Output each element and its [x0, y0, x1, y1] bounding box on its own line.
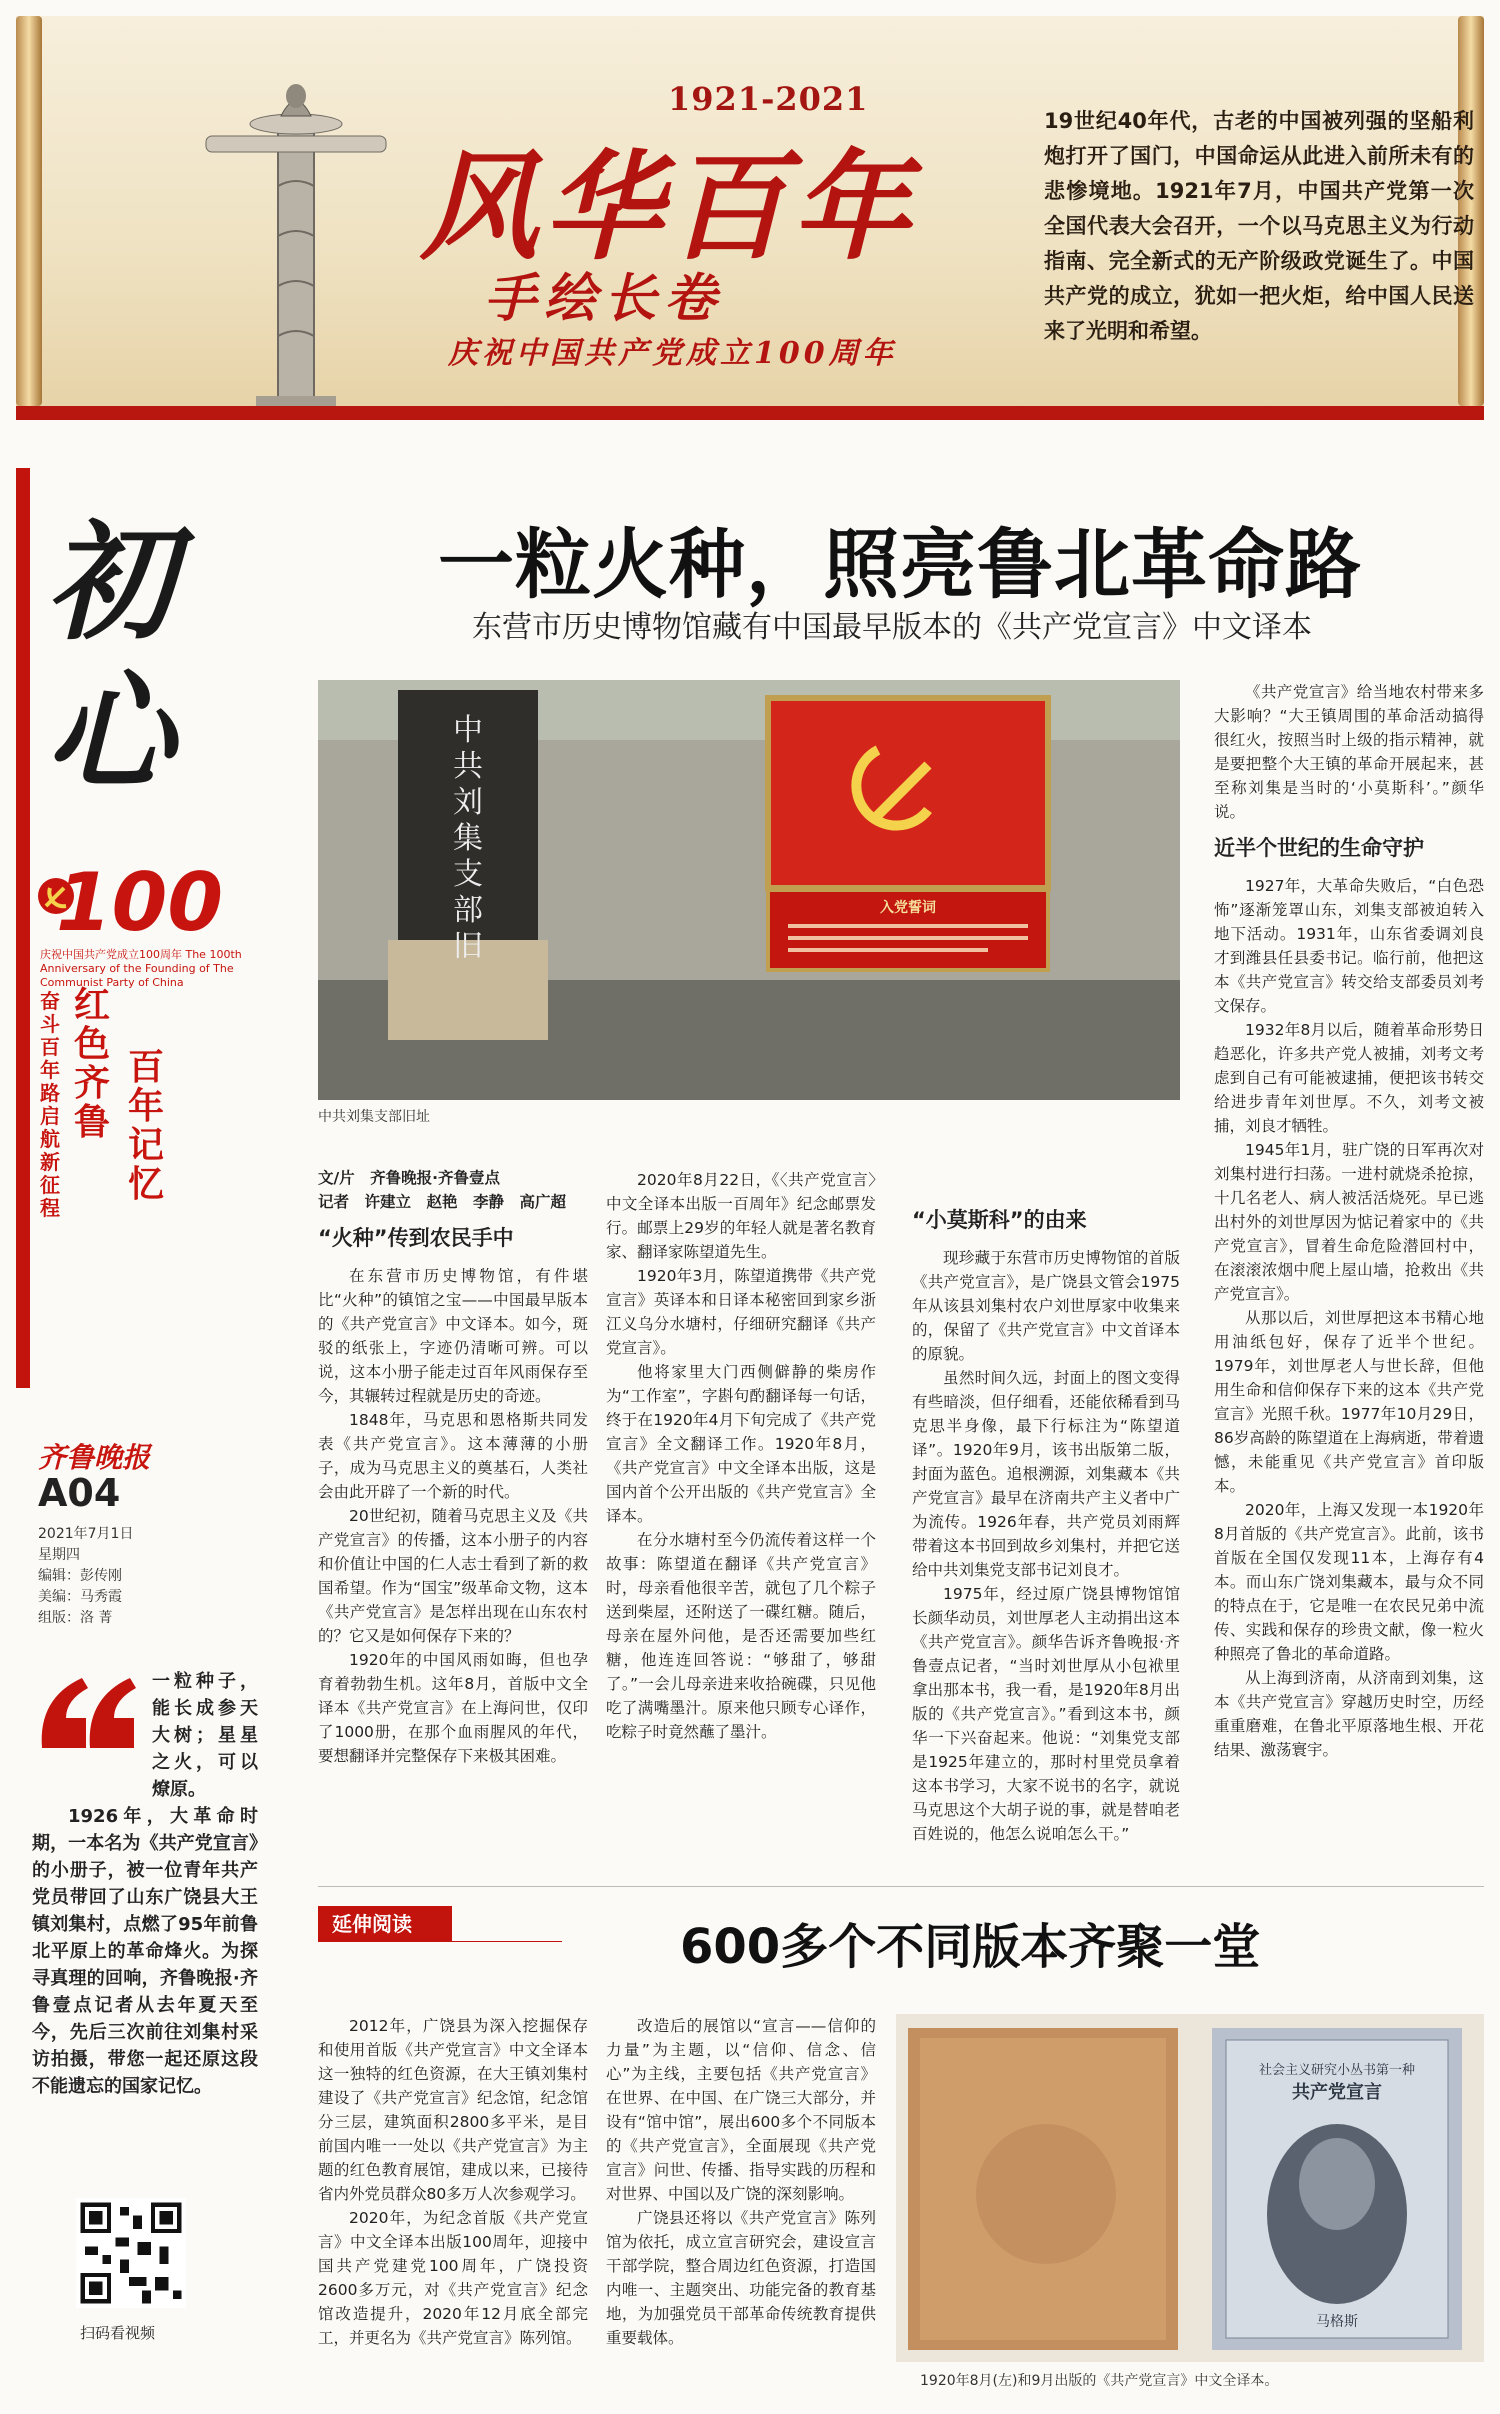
slogan-small: 奋斗百年路 启航新征程 — [40, 989, 60, 1220]
newspaper-name: 齐鲁晚报 — [38, 1441, 151, 1474]
book-title: 共产党宣言 — [1292, 2082, 1382, 2103]
paragraph: 20世纪初，随着马克思主义及《共产党宣言》的传播，这本小册子的内容和价值让中国的仁人志士看到了新的救国希望。作为“国宝”级革命文物，这本《共产党宣言》是怎样出现在山东农村的？它又是如何保存下来的？ — [318, 1507, 588, 1645]
issue-weekday: 星期四 — [38, 1547, 80, 1563]
paragraph: 他将家里大门西侧僻静的柴房作为“工作室”，字斟句酌翻译每一句话，终于在1920年4月下旬完成了《共产党宣言》全文翻译工作。1920年8月，《共产党宣言》中文全译本出版，这是国内首个公开出版的《共产党宣言》全译本。 — [606, 1363, 876, 1525]
paragraph: 虽然时间久远，封面上的图文变得有些暗淡，但仔细看，还能依稀看到马克思半身像，最下行标注为“陈望道译”。1920年9月，该书出版第二版，封面为蓝色。追根溯源，刘集藏本《共产党宣言》最早在济南共产主义者中广为流传。1926年春，共产党员刘雨辉带着这本书回到故乡刘集村，并把它送给中共刘集党支部书记刘良才。 — [912, 1369, 1180, 1579]
oath-board-title: 入党誓词 — [880, 900, 936, 916]
article-headline: 一粒火种，照亮鲁北革命路 — [438, 520, 1362, 609]
article-column-1 — [318, 1166, 588, 1768]
paragraph: 1945年1月，驻广饶的日军再次对刘集村进行扫荡。一进村就烧杀抢掠，十几名老人、病人被活活烧死。早已逃出村外的刘世厚因为惦记着家中的《共产党宣言》，冒着生命危险潜回村中，在滚滚浓烟中爬上屋山墙，抢救出《共产党宣言》。 — [1214, 1141, 1484, 1303]
column-title: 初心 — [46, 508, 175, 808]
huabiao-pillar-illustration — [186, 66, 406, 411]
paragraph: 2020年，上海又发现一本1920年8月首版的《共产党宣言》。此前，该书首版在全国仅发现11本，上海存有4本。而山东广饶刘集藏本，最与众不同的特点在于，它是唯一在农民兄弟中流传、实践和保存的珍贵文献，像一粒火种照亮了鲁北的革命道路。 — [1214, 1501, 1484, 1663]
banner-title: 风华百年 — [420, 137, 917, 276]
sign-text: 中共刘集支部旧 — [453, 713, 483, 964]
paragraph: 现珍藏于东营市历史博物馆的首版《共产党宣言》，是广饶县文管会1975年从该县刘集村农户刘世厚家中收集来的，保留了《共产党宣言》中文首译本的原貌。 — [912, 1249, 1180, 1363]
centenary-logo — [36, 856, 246, 989]
paragraph: 从上海到济南，从济南到刘集，这本《共产党宣言》穿越历史时空，历经重重磨难，在鲁北平原落地生根、开花结果、激荡寰宇。 — [1214, 1669, 1484, 1759]
book-author: 马格斯 — [1316, 2314, 1358, 2330]
paragraph: 1927年，大革命失败后，“白色恐怖”逐渐笼罩山东，刘集支部被迫转入地下活动。1931年，山东省委调刘良才到潍县任县委书记。临行前，他把这本《共产党宣言》转交给支部委员刘考文保存。 — [1214, 877, 1484, 1015]
paragraph: 广饶县还将以《共产党宣言》陈列馆为依托，成立宣言研究会，建设宣言干部学院，整合周边红色资源，打造国内唯一、主题突出、功能完备的教育基地，为加强党员干部革命传统教育提供重要载体。 — [606, 2209, 876, 2347]
banner-intro: 19世纪40年代，古老的中国被列强的坚船利炮打开了国门，中国命运从此进入前所未有的悲惨境地。1921年7月，中国共产党第一次全国代表大会召开，一个以马克思主义为行动指南、完全新式的无产阶级政党诞生了。中国共产党的成立，犹如一把火炬，给中国人民送来了光明和希望。 — [1044, 109, 1474, 343]
main-article — [300, 468, 1484, 2398]
secondary-headline: 600多个不同版本齐聚一堂 — [680, 1919, 1261, 1975]
paragraph: 1975年，经过原广饶县博物馆馆长颜华动员，刘世厚老人主动捐出这本《共产党宣言》。颜华告诉齐鲁晚报·齐鲁壹点记者，“当时刘世厚从小包袱里拿出那本书，我一看，是1920年8月出版的《共产党宣言》。”看到这本书，颜华一下兴奋起来。他说：“刘集党支部是1925年建立的，那时村里党员拿着这本书学习，大家不说书的名字，就说马克思这个大胡子说的事，就是替咱老百姓说的，他怎么说咱怎么干。” — [912, 1585, 1180, 1843]
logo-caption: 庆祝中国共产党成立100周年 The 100th Anniversary of the Founding of The Communist Party of China — [40, 948, 242, 989]
section-heading-3: 近半个世纪的生命守护 — [1214, 836, 1424, 860]
qr-caption: 扫码看视频 — [80, 2324, 156, 2342]
banner-tagline: 庆祝中国共产党成立100周年 — [448, 336, 897, 371]
first-edition-book — [908, 2028, 1178, 2350]
layout-editor: 组版：洛 菁 — [38, 1610, 113, 1626]
second-edition-book — [1212, 2028, 1462, 2350]
article-column-2 — [606, 1168, 876, 1744]
paragraph: 从那以后，刘世厚把这本书精心地用油纸包好，保存了近半个世纪。1979年，刘世厚老人与世长辞，但他用生命和信仰保存下来的这本《共产党宣言》光照千秋。1977年10月29日，86岁高龄的陈望道在上海病逝，带着遗憾，未能重见《共产党宣言》首印版本。 — [1214, 1309, 1484, 1495]
sidebar-article-column-1 — [318, 2014, 588, 2350]
section-heading-2: “小莫斯科”的由来 — [912, 1208, 1087, 1232]
slogan-big-2: 百年记忆 — [128, 1047, 165, 1205]
section-heading-1: “火种”传到农民手中 — [318, 1226, 514, 1250]
sidebar-article-column-2 — [606, 2014, 876, 2350]
lead-body: 1926年，大革命时期，一本名为《共产党宣言》的小册子，被一位青年共产党员带回了山东广饶县大王镇刘集村，点燃了95年前鲁北平原上的革命烽火。为探寻真理的回响，齐鲁晚报·齐鲁壹点记者从去年夏天至今，先后三次前往刘集村采访拍摄，带您一起还原这段不能遗忘的国家记忆。 — [32, 1806, 258, 2097]
book-series: 社会主义研究小丛书第一种 — [1258, 2063, 1416, 2078]
lead-first-sentence: 一粒种子，能长成参天大树；星星之火，可以燎原。 — [152, 1671, 258, 1800]
byline-1: 文/片 齐鲁晚报·齐鲁壹点 — [318, 1169, 501, 1187]
photo-caption: 中共刘集支部旧址 — [318, 1109, 430, 1125]
issue-date: 2021年7月1日 — [38, 1526, 134, 1542]
byline-2: 记者 许建立 赵艳 李静 高广超 — [318, 1193, 567, 1211]
banner-subtitle: 手绘长卷 — [484, 268, 725, 329]
paragraph: 《共产党宣言》给当地农村带来多大影响？“大王镇周围的革命活动搞得很红火，按照当时上级的指示精神，就是要把整个大王镇的革命开展起来，甚至称刘集是当时的‘小莫斯科’。”颜华说。 — [1214, 683, 1484, 821]
logo-number: 100 — [56, 856, 223, 949]
paragraph: 1932年8月以后，随着革命形势日趋恶化，许多共产党人被捕，刘考文考虑到自己有可能被逮捕，便把该书转交给进步青年刘世厚。不久，刘考文被捕，刘良才牺牲。 — [1214, 1021, 1484, 1135]
left-sidebar — [16, 468, 258, 2398]
article-subhead: 东营市历史博物馆藏有中国最早版本的《共产党宣言》中文译本 — [472, 610, 1312, 645]
editor: 编辑：彭传刚 — [38, 1568, 122, 1584]
manifesto-books-photo — [896, 2014, 1484, 2362]
article-column-3 — [912, 1208, 1180, 1846]
extended-reading-tag: 延伸阅读 — [318, 1906, 452, 1942]
paragraph: 在分水塘村至今仍流传着这样一个故事：陈望道在翻译《共产党宣言》时，母亲看他很辛苦，就包了几个粽子送到柴屋，还附送了一碟红糖。随后，母亲在屋外问他，是否还需要加些红糖，他连连回答说：“够甜了，够甜了。”一会儿母亲进来收拾碗碟，只见他吃了满嘴墨汁。原来他只顾专心译作，吃粽子时竟然蘸了墨汁。 — [606, 1531, 876, 1741]
scroll-roll-left — [16, 16, 42, 406]
article-column-4 — [1214, 680, 1484, 1762]
paragraph: 1920年3月，陈望道携带《共产党宣言》英译本和日译本秘密回到家乡浙江义乌分水塘村，仔细研究翻译《共产党宣言》。 — [606, 1267, 876, 1357]
art-editor: 美编：马秀霞 — [38, 1589, 122, 1605]
issue-meta — [38, 1524, 133, 1629]
paragraph: 2012年，广饶县为深入挖掘保存和使用首版《共产党宣言》中文全译本这一独特的红色资源，在大王镇刘集村建设了《共产党宣言》纪念馆，纪念馆分三层，建筑面积2800多平米，是目前国内唯一一处以《共产党宣言》为主题的红色教育展馆，建成以来，已接待省内外党员群众80多万人次参观学习。 — [318, 2017, 588, 2203]
paragraph: 2020年8月22日，《〈共产党宣言〉中文全译本出版一百周年》纪念邮票发行。邮票上29岁的年轻人就是著名教育家、翻译家陈望道先生。 — [606, 1171, 876, 1261]
tag-underline — [452, 1941, 562, 1942]
banner-years: 1921-2021 — [668, 80, 869, 118]
section-divider — [318, 1886, 1484, 1887]
qr-code-icon[interactable] — [76, 2198, 186, 2308]
slogan-big-1: 红色齐鲁 — [74, 985, 111, 1143]
paragraph: 2020年，为纪念首版《共产党宣言》中文全译本出版100周年，迎接中国共产党建党100周年，广饶投资2600多万元，对《共产党宣言》纪念馆改造提升，2020年12月底全部完工，并更名为《共产党宣言》陈列馆。 — [318, 2209, 588, 2347]
paragraph: 1920年的中国风雨如晦，但也孕育着勃勃生机。这年8月，首版中文全译本《共产党宣言》在上海问世，仅印了1000册，在那个血雨腥风的年代，要想翻译并完整保存下来极其困难。 — [318, 1651, 588, 1765]
books-photo-caption: 1920年8月(左)和9月出版的《共产党宣言》中文全译本。 — [920, 2373, 1279, 2389]
paragraph: 在东营市历史博物馆，有件堪比“火种”的镇馆之宝——中国最早版本的《共产党宣言》中文译本。如今，斑驳的纸张上，字迹仍清晰可辨。可以说，这本小册子能走过百年风雨保存至今，其辗转过程就是历史的奇迹。 — [318, 1267, 588, 1405]
paragraph: 1848年，马克思和恩格斯共同发表《共产党宣言》。这本薄薄的小册子，成为马克思主义的奠基石，人类社会由此开辟了一个新的时代。 — [318, 1411, 588, 1501]
top-banner — [16, 16, 1484, 420]
column-masthead — [16, 468, 258, 1388]
paragraph: 改造后的展馆以“宣言——信仰的力量”为主题，以“信仰、信念、信心”为主线，主要包括《共产党宣言》在世界、在中国、在广饶三大部分，并设有“馆中馆”，展出600多个不同版本的《共产党宣言》，全面展现《共产党宣言》问世、传播、指导实践的历程和对世界、中国以及广饶的深刻影响。 — [606, 2017, 876, 2203]
page-number: A04 — [38, 1471, 121, 1515]
site-photo — [318, 680, 1180, 1100]
lead-paragraph — [32, 1668, 258, 2100]
